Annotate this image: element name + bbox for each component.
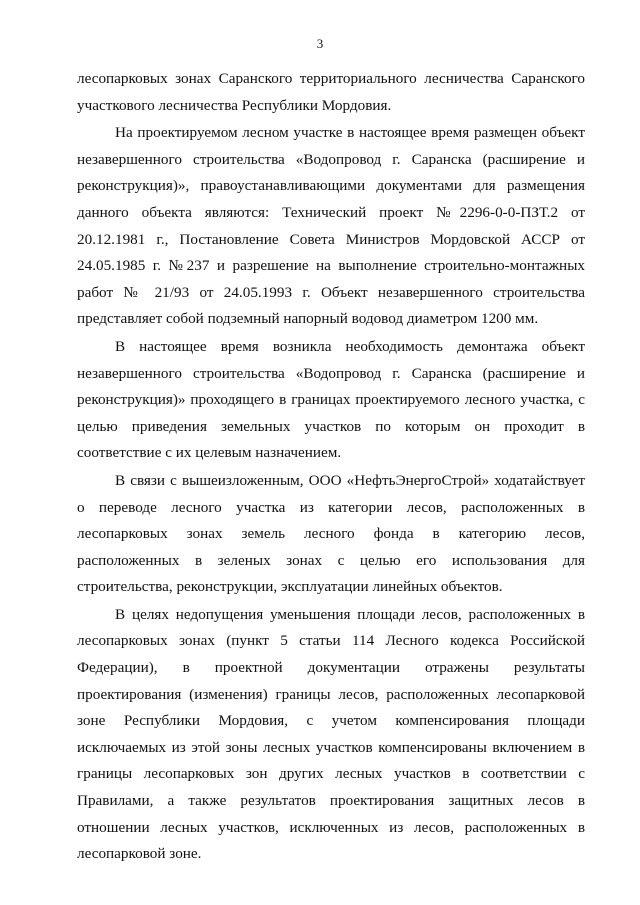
paragraph: В целях недопущения уменьшения площади лесов, расположенных в лесопарковых зонах (пункт 5 статьи 114 Лесного кодекса Российской Федерации), в проектной документации отражены результаты проектирования (изменения) границы лесов, расположенных лесопарковой зоне Республики Мордовия, с учетом компенсирования площади исключаемых из этой зоны лесных участков компенсированы включением в границы лесопарковых зон других лесных участков в соответствии с Правилами, а также результатов проектирования защитных лесов в отношении лесных участков, исключенных из лесов, расположенных в лесопарковой зоне. <box>77 605 585 863</box>
document-body <box>77 66 585 868</box>
page-number: 3 <box>316 36 324 51</box>
paragraph: В связи с вышеизложенным, ООО «НефтьЭнергоСтрой» ходатайствует о переводе лесного участка из категории лесов, расположенных в лесопарковых зонах земель лесного фонда в категорию лесов, расположенных в зеленых зонах с целью его использования для строительства, реконструкции, эксплуатации линейных объектов. <box>77 471 585 596</box>
paragraph: На проектируемом лесном участке в настоящее время размещен объект незавершенного строительства «Водопровод г. Саранска (расширение и реконструкция)», правоустанавливающими документами для размещения данного объекта являются: Технический проект №2296-0-0-ПЗТ.2 от 20.12.1981 г., Постановление Совета Министров Мордовской АССР от 24.05.1985 г. №237 и разрешение на выполнение строительно-монтажных работ № 21/93 от 24.05.1993 г. Объект незавершенного строительства представляет собой подземный напорный водовод диаметром 1200 мм. <box>77 124 585 328</box>
paragraph: лесопарковых зонах Саранского территориального лесничества Саранского участкового лесничества Республики Мордовия. <box>77 70 585 114</box>
paragraph: В настоящее время возникла необходимость демонтажа объект незавершенного строительства «Водопровод г. Саранска (расширение и реконструкция)» проходящего в границах проектируемого лесного участка, с целью приведения земельных участков по которым он проходит в соответствие с их целевым назначением. <box>77 337 585 462</box>
